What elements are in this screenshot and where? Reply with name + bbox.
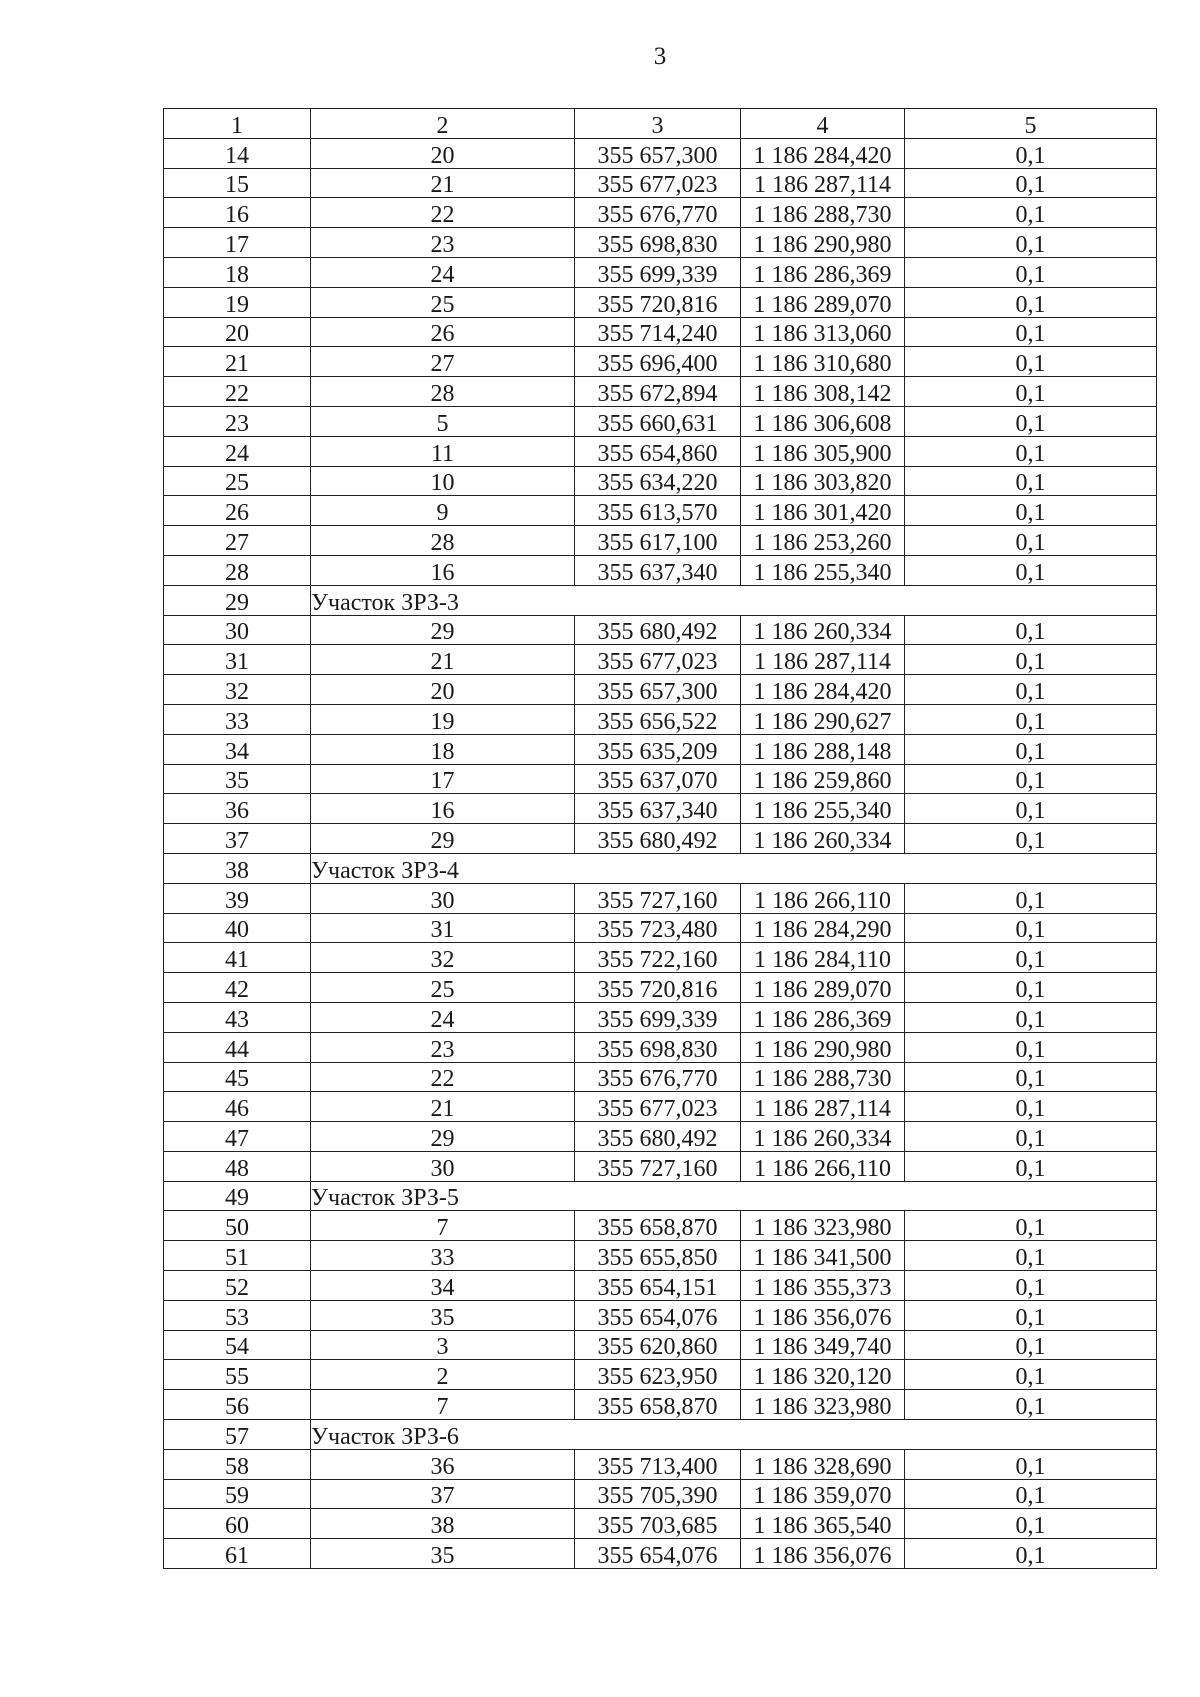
point-number: 30 xyxy=(311,883,575,913)
row-number: 51 xyxy=(164,1241,311,1271)
coordinate-y: 1 186 301,420 xyxy=(741,496,905,526)
coordinate-x: 355 727,160 xyxy=(575,1151,741,1181)
table-row xyxy=(164,317,1157,347)
row-number: 32 xyxy=(164,675,311,705)
coordinate-y: 1 186 286,369 xyxy=(741,1002,905,1032)
coordinate-x: 355 698,830 xyxy=(575,1032,741,1062)
section-row xyxy=(164,853,1157,883)
row-number: 15 xyxy=(164,168,311,198)
accuracy-value: 0,1 xyxy=(905,526,1157,556)
coordinate-x: 355 720,816 xyxy=(575,287,741,317)
coordinate-x: 355 654,076 xyxy=(575,1300,741,1330)
table-row xyxy=(164,973,1157,1003)
row-number: 23 xyxy=(164,406,311,436)
point-number: 9 xyxy=(311,496,575,526)
table-row xyxy=(164,1360,1157,1390)
coordinate-y: 1 186 355,373 xyxy=(741,1271,905,1301)
coordinate-y: 1 186 286,369 xyxy=(741,257,905,287)
point-number: 7 xyxy=(311,1211,575,1241)
row-number: 14 xyxy=(164,138,311,168)
coordinate-x: 355 703,685 xyxy=(575,1509,741,1539)
section-title: Участок ЗРЗ-3 xyxy=(311,585,1157,615)
coordinate-x: 355 654,151 xyxy=(575,1271,741,1301)
row-number: 45 xyxy=(164,1062,311,1092)
point-number: 20 xyxy=(311,138,575,168)
section-title: Участок ЗРЗ-6 xyxy=(311,1420,1157,1450)
coordinate-x: 355 656,522 xyxy=(575,704,741,734)
point-number: 21 xyxy=(311,645,575,675)
point-number: 31 xyxy=(311,913,575,943)
table-row xyxy=(164,883,1157,913)
table-row xyxy=(164,228,1157,258)
coordinate-x: 355 676,770 xyxy=(575,1062,741,1092)
row-number: 52 xyxy=(164,1271,311,1301)
coordinate-y: 1 186 349,740 xyxy=(741,1330,905,1360)
coordinate-y: 1 186 287,114 xyxy=(741,645,905,675)
point-number: 38 xyxy=(311,1509,575,1539)
accuracy-value: 0,1 xyxy=(905,704,1157,734)
row-number: 50 xyxy=(164,1211,311,1241)
coordinate-x: 355 680,492 xyxy=(575,1122,741,1152)
table-row xyxy=(164,764,1157,794)
accuracy-value: 0,1 xyxy=(905,1271,1157,1301)
coordinate-y: 1 186 365,540 xyxy=(741,1509,905,1539)
coordinate-x: 355 637,340 xyxy=(575,794,741,824)
row-number: 56 xyxy=(164,1390,311,1420)
row-number: 18 xyxy=(164,257,311,287)
row-number: 39 xyxy=(164,883,311,913)
coordinate-y: 1 186 313,060 xyxy=(741,317,905,347)
point-number: 26 xyxy=(311,317,575,347)
column-header: 3 xyxy=(575,109,741,139)
point-number: 24 xyxy=(311,1002,575,1032)
coordinate-x: 355 637,070 xyxy=(575,764,741,794)
table-row xyxy=(164,1032,1157,1062)
coordinate-x: 355 672,894 xyxy=(575,377,741,407)
accuracy-value: 0,1 xyxy=(905,1390,1157,1420)
point-number: 35 xyxy=(311,1539,575,1569)
row-number: 17 xyxy=(164,228,311,258)
accuracy-value: 0,1 xyxy=(905,764,1157,794)
row-number: 53 xyxy=(164,1300,311,1330)
row-number: 48 xyxy=(164,1151,311,1181)
coordinate-x: 355 705,390 xyxy=(575,1479,741,1509)
point-number: 23 xyxy=(311,228,575,258)
accuracy-value: 0,1 xyxy=(905,1151,1157,1181)
point-number: 29 xyxy=(311,615,575,645)
table-row xyxy=(164,377,1157,407)
coordinate-y: 1 186 284,290 xyxy=(741,913,905,943)
point-number: 21 xyxy=(311,168,575,198)
accuracy-value: 0,1 xyxy=(905,466,1157,496)
coordinate-x: 355 613,570 xyxy=(575,496,741,526)
coordinate-y: 1 186 255,340 xyxy=(741,555,905,585)
coordinate-y: 1 186 303,820 xyxy=(741,466,905,496)
coordinate-y: 1 186 259,860 xyxy=(741,764,905,794)
table-row xyxy=(164,1092,1157,1122)
accuracy-value: 0,1 xyxy=(905,555,1157,585)
coordinate-x: 355 677,023 xyxy=(575,645,741,675)
row-number: 20 xyxy=(164,317,311,347)
accuracy-value: 0,1 xyxy=(905,1241,1157,1271)
table-row xyxy=(164,1002,1157,1032)
row-number: 47 xyxy=(164,1122,311,1152)
accuracy-value: 0,1 xyxy=(905,1509,1157,1539)
page-number: 3 xyxy=(653,43,667,70)
row-number: 54 xyxy=(164,1330,311,1360)
row-number: 46 xyxy=(164,1092,311,1122)
coordinate-y: 1 186 260,334 xyxy=(741,1122,905,1152)
coordinate-x: 355 727,160 xyxy=(575,883,741,913)
accuracy-value: 0,1 xyxy=(905,824,1157,854)
accuracy-value: 0,1 xyxy=(905,734,1157,764)
coordinate-y: 1 186 323,980 xyxy=(741,1211,905,1241)
coordinate-x: 355 680,492 xyxy=(575,615,741,645)
coordinate-y: 1 186 287,114 xyxy=(741,168,905,198)
point-number: 34 xyxy=(311,1271,575,1301)
table-row xyxy=(164,287,1157,317)
coordinate-y: 1 186 288,148 xyxy=(741,734,905,764)
coordinate-x: 355 723,480 xyxy=(575,913,741,943)
table-row xyxy=(164,704,1157,734)
accuracy-value: 0,1 xyxy=(905,406,1157,436)
table-row xyxy=(164,824,1157,854)
accuracy-value: 0,1 xyxy=(905,228,1157,258)
table-row xyxy=(164,1479,1157,1509)
point-number: 29 xyxy=(311,824,575,854)
coordinate-x: 355 680,492 xyxy=(575,824,741,854)
coordinate-x: 355 655,850 xyxy=(575,1241,741,1271)
coordinate-y: 1 186 288,730 xyxy=(741,1062,905,1092)
point-number: 35 xyxy=(311,1300,575,1330)
row-number: 61 xyxy=(164,1539,311,1569)
accuracy-value: 0,1 xyxy=(905,347,1157,377)
table-row xyxy=(164,526,1157,556)
table-row xyxy=(164,913,1157,943)
table-row xyxy=(164,1390,1157,1420)
table-row xyxy=(164,436,1157,466)
coordinate-x: 355 617,100 xyxy=(575,526,741,556)
coordinate-x: 355 676,770 xyxy=(575,198,741,228)
section-title: Участок ЗРЗ-5 xyxy=(311,1181,1157,1211)
table-row xyxy=(164,168,1157,198)
accuracy-value: 0,1 xyxy=(905,913,1157,943)
point-number: 23 xyxy=(311,1032,575,1062)
coordinate-x: 355 654,860 xyxy=(575,436,741,466)
accuracy-value: 0,1 xyxy=(905,287,1157,317)
point-number: 17 xyxy=(311,764,575,794)
coordinate-x: 355 657,300 xyxy=(575,138,741,168)
accuracy-value: 0,1 xyxy=(905,1449,1157,1479)
accuracy-value: 0,1 xyxy=(905,1002,1157,1032)
coordinate-x: 355 713,400 xyxy=(575,1449,741,1479)
row-number: 42 xyxy=(164,973,311,1003)
point-number: 30 xyxy=(311,1151,575,1181)
table-row xyxy=(164,1122,1157,1152)
coordinate-x: 355 637,340 xyxy=(575,555,741,585)
table-row xyxy=(164,1539,1157,1569)
point-number: 19 xyxy=(311,704,575,734)
accuracy-value: 0,1 xyxy=(905,317,1157,347)
table-row xyxy=(164,138,1157,168)
point-number: 21 xyxy=(311,1092,575,1122)
accuracy-value: 0,1 xyxy=(905,645,1157,675)
row-number: 55 xyxy=(164,1360,311,1390)
accuracy-value: 0,1 xyxy=(905,257,1157,287)
table-row xyxy=(164,1449,1157,1479)
row-number: 43 xyxy=(164,1002,311,1032)
coordinate-y: 1 186 287,114 xyxy=(741,1092,905,1122)
row-number: 22 xyxy=(164,377,311,407)
point-number: 18 xyxy=(311,734,575,764)
table-row xyxy=(164,347,1157,377)
point-number: 7 xyxy=(311,1390,575,1420)
table-row xyxy=(164,406,1157,436)
coordinate-y: 1 186 328,690 xyxy=(741,1449,905,1479)
point-number: 32 xyxy=(311,943,575,973)
accuracy-value: 0,1 xyxy=(905,1211,1157,1241)
coordinate-x: 355 658,870 xyxy=(575,1211,741,1241)
point-number: 29 xyxy=(311,1122,575,1152)
accuracy-value: 0,1 xyxy=(905,883,1157,913)
row-number: 25 xyxy=(164,466,311,496)
table-body xyxy=(164,109,1157,1569)
table-row xyxy=(164,615,1157,645)
coordinate-y: 1 186 305,900 xyxy=(741,436,905,466)
section-title: Участок ЗРЗ-4 xyxy=(311,853,1157,883)
point-number: 22 xyxy=(311,1062,575,1092)
coordinate-x: 355 654,076 xyxy=(575,1539,741,1569)
coordinate-x: 355 677,023 xyxy=(575,168,741,198)
point-number: 2 xyxy=(311,1360,575,1390)
point-number: 37 xyxy=(311,1479,575,1509)
point-number: 27 xyxy=(311,347,575,377)
accuracy-value: 0,1 xyxy=(905,1300,1157,1330)
coordinate-y: 1 186 284,420 xyxy=(741,675,905,705)
table-row xyxy=(164,1151,1157,1181)
row-number: 59 xyxy=(164,1479,311,1509)
row-number: 49 xyxy=(164,1181,311,1211)
row-number: 31 xyxy=(164,645,311,675)
coordinate-y: 1 186 356,076 xyxy=(741,1539,905,1569)
coordinate-y: 1 186 320,120 xyxy=(741,1360,905,1390)
point-number: 3 xyxy=(311,1330,575,1360)
point-number: 11 xyxy=(311,436,575,466)
accuracy-value: 0,1 xyxy=(905,615,1157,645)
accuracy-value: 0,1 xyxy=(905,1122,1157,1152)
row-number: 26 xyxy=(164,496,311,526)
row-number: 33 xyxy=(164,704,311,734)
coordinate-y: 1 186 284,110 xyxy=(741,943,905,973)
accuracy-value: 0,1 xyxy=(905,436,1157,466)
row-number: 60 xyxy=(164,1509,311,1539)
coordinate-y: 1 186 308,142 xyxy=(741,377,905,407)
row-number: 34 xyxy=(164,734,311,764)
accuracy-value: 0,1 xyxy=(905,675,1157,705)
coordinate-y: 1 186 288,730 xyxy=(741,198,905,228)
coordinate-x: 355 699,339 xyxy=(575,1002,741,1032)
accuracy-value: 0,1 xyxy=(905,1062,1157,1092)
point-number: 36 xyxy=(311,1449,575,1479)
accuracy-value: 0,1 xyxy=(905,496,1157,526)
coordinate-y: 1 186 290,980 xyxy=(741,1032,905,1062)
row-number: 38 xyxy=(164,853,311,883)
coordinate-x: 355 623,950 xyxy=(575,1360,741,1390)
coordinate-y: 1 186 255,340 xyxy=(741,794,905,824)
coordinate-x: 355 722,160 xyxy=(575,943,741,973)
table-row xyxy=(164,1271,1157,1301)
table-row xyxy=(164,1509,1157,1539)
coordinate-y: 1 186 284,420 xyxy=(741,138,905,168)
row-number: 35 xyxy=(164,764,311,794)
row-number: 37 xyxy=(164,824,311,854)
column-header: 2 xyxy=(311,109,575,139)
coordinate-y: 1 186 289,070 xyxy=(741,287,905,317)
coordinate-x: 355 714,240 xyxy=(575,317,741,347)
point-number: 5 xyxy=(311,406,575,436)
coordinate-y: 1 186 266,110 xyxy=(741,883,905,913)
coordinate-x: 355 658,870 xyxy=(575,1390,741,1420)
coordinates-table xyxy=(163,108,1157,1569)
section-row xyxy=(164,1181,1157,1211)
accuracy-value: 0,1 xyxy=(905,138,1157,168)
row-number: 27 xyxy=(164,526,311,556)
table-row xyxy=(164,1241,1157,1271)
table-row xyxy=(164,496,1157,526)
point-number: 24 xyxy=(311,257,575,287)
table-row xyxy=(164,734,1157,764)
accuracy-value: 0,1 xyxy=(905,377,1157,407)
section-row xyxy=(164,1420,1157,1450)
coordinate-x: 355 699,339 xyxy=(575,257,741,287)
coordinate-x: 355 634,220 xyxy=(575,466,741,496)
table-row xyxy=(164,198,1157,228)
coordinate-x: 355 635,209 xyxy=(575,734,741,764)
row-number: 28 xyxy=(164,555,311,585)
accuracy-value: 0,1 xyxy=(905,1032,1157,1062)
coordinate-y: 1 186 306,608 xyxy=(741,406,905,436)
point-number: 16 xyxy=(311,794,575,824)
coordinate-y: 1 186 310,680 xyxy=(741,347,905,377)
row-number: 40 xyxy=(164,913,311,943)
table-row xyxy=(164,555,1157,585)
table-row xyxy=(164,675,1157,705)
coordinate-x: 355 696,400 xyxy=(575,347,741,377)
accuracy-value: 0,1 xyxy=(905,943,1157,973)
coordinate-y: 1 186 290,980 xyxy=(741,228,905,258)
point-number: 25 xyxy=(311,973,575,1003)
coordinate-y: 1 186 356,076 xyxy=(741,1300,905,1330)
accuracy-value: 0,1 xyxy=(905,1360,1157,1390)
row-number: 19 xyxy=(164,287,311,317)
row-number: 21 xyxy=(164,347,311,377)
point-number: 25 xyxy=(311,287,575,317)
table-row xyxy=(164,1300,1157,1330)
coordinate-y: 1 186 290,627 xyxy=(741,704,905,734)
accuracy-value: 0,1 xyxy=(905,1092,1157,1122)
point-number: 22 xyxy=(311,198,575,228)
coordinate-y: 1 186 289,070 xyxy=(741,973,905,1003)
coordinate-x: 355 660,631 xyxy=(575,406,741,436)
table-row xyxy=(164,257,1157,287)
accuracy-value: 0,1 xyxy=(905,198,1157,228)
coordinate-x: 355 698,830 xyxy=(575,228,741,258)
table-row xyxy=(164,794,1157,824)
coordinate-y: 1 186 260,334 xyxy=(741,824,905,854)
row-number: 30 xyxy=(164,615,311,645)
coordinate-y: 1 186 359,070 xyxy=(741,1479,905,1509)
table-header-row xyxy=(164,109,1157,139)
row-number: 36 xyxy=(164,794,311,824)
coordinate-x: 355 620,860 xyxy=(575,1330,741,1360)
accuracy-value: 0,1 xyxy=(905,1539,1157,1569)
coordinate-x: 355 657,300 xyxy=(575,675,741,705)
row-number: 16 xyxy=(164,198,311,228)
coordinate-x: 355 677,023 xyxy=(575,1092,741,1122)
table-row xyxy=(164,1330,1157,1360)
row-number: 58 xyxy=(164,1449,311,1479)
table-row xyxy=(164,645,1157,675)
point-number: 16 xyxy=(311,555,575,585)
table-row xyxy=(164,1211,1157,1241)
point-number: 28 xyxy=(311,377,575,407)
row-number: 57 xyxy=(164,1420,311,1450)
coordinate-y: 1 186 341,500 xyxy=(741,1241,905,1271)
point-number: 10 xyxy=(311,466,575,496)
point-number: 33 xyxy=(311,1241,575,1271)
accuracy-value: 0,1 xyxy=(905,1479,1157,1509)
column-header: 1 xyxy=(164,109,311,139)
coordinate-x: 355 720,816 xyxy=(575,973,741,1003)
point-number: 28 xyxy=(311,526,575,556)
accuracy-value: 0,1 xyxy=(905,1330,1157,1360)
accuracy-value: 0,1 xyxy=(905,168,1157,198)
table-row xyxy=(164,466,1157,496)
coordinate-y: 1 186 266,110 xyxy=(741,1151,905,1181)
accuracy-value: 0,1 xyxy=(905,794,1157,824)
table-row xyxy=(164,1062,1157,1092)
section-row xyxy=(164,585,1157,615)
table-row xyxy=(164,943,1157,973)
row-number: 44 xyxy=(164,1032,311,1062)
point-number: 20 xyxy=(311,675,575,705)
accuracy-value: 0,1 xyxy=(905,973,1157,1003)
row-number: 29 xyxy=(164,585,311,615)
column-header: 5 xyxy=(905,109,1157,139)
column-header: 4 xyxy=(741,109,905,139)
coordinate-y: 1 186 253,260 xyxy=(741,526,905,556)
coordinate-y: 1 186 260,334 xyxy=(741,615,905,645)
row-number: 24 xyxy=(164,436,311,466)
row-number: 41 xyxy=(164,943,311,973)
coordinate-y: 1 186 323,980 xyxy=(741,1390,905,1420)
